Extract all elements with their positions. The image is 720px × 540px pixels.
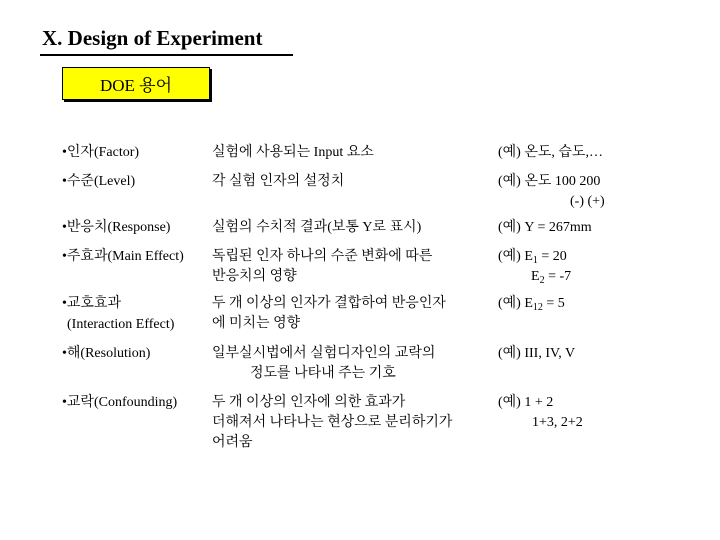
desc-confounding-line3: 어려움 <box>212 435 253 450</box>
desc-interaction-line2: 에 미치는 영향 <box>212 316 301 331</box>
example-main-effect-e1: (예) $E_1 = 20$ <box>498 249 567 266</box>
desc-response: 실험의 수치적 결과(보통 Y로 표시) <box>212 220 422 235</box>
example-resolution: (예) III, IV, V <box>498 346 576 361</box>
desc-resolution-line2: 정도를 나타내 주는 기호 <box>250 366 396 381</box>
term-interaction-en: (Interaction Effect) <box>67 317 175 332</box>
example-confounding-line2: 1+3, 2+2 <box>532 415 583 430</box>
doe-terms-label: DOE 용어 <box>99 76 173 95</box>
desc-factor: 실험에 사용되는 Input 요소 <box>212 145 374 160</box>
term-main-effect: •주효과(Main Effect) <box>62 249 184 264</box>
desc-level: 각 실험 인자의 설정치 <box>212 174 345 189</box>
title-underline <box>40 54 293 56</box>
term-response: •반응치(Response) <box>62 220 171 235</box>
desc-confounding-line1: 두 개 이상의 인자에 의한 효과가 <box>212 395 406 410</box>
example-level: (예) 온도 100 200 <box>498 174 601 189</box>
example-response: (예) Y = 267mm <box>498 220 592 235</box>
example-interaction: (예) $E_{12} = 5$ <box>498 296 565 313</box>
example-confounding-line1: (예) 1 + 2 <box>498 395 554 410</box>
example-factor: (예) 온도, 습도,… <box>498 145 603 160</box>
desc-main-effect-line2: 반응치의 영향 <box>212 269 297 284</box>
slide-title: X. Design of Experiment <box>42 26 263 50</box>
term-interaction: •교호효과 <box>62 296 121 311</box>
term-resolution: •해(Resolution) <box>62 346 151 361</box>
desc-resolution-line1: 일부실시법에서 실험디자인의 교락의 <box>212 346 436 361</box>
example-main-effect-e2: $E_2 = -7$ <box>531 269 572 286</box>
desc-confounding-line2: 더해져서 나타나는 현상으로 분리하기가 <box>212 415 453 430</box>
term-factor: •인자(Factor) <box>62 145 140 160</box>
desc-interaction-line1: 두 개 이상의 인자가 결합하여 반응인자 <box>212 296 446 311</box>
term-confounding: •교락(Confounding) <box>62 395 178 410</box>
desc-main-effect-line1: 독립된 인자 하나의 수준 변화에 따른 <box>212 249 433 264</box>
doe-terms-badge <box>62 67 210 100</box>
term-level: •수준(Level) <box>62 174 136 189</box>
example-level-signs: (-) (+) <box>570 194 605 209</box>
